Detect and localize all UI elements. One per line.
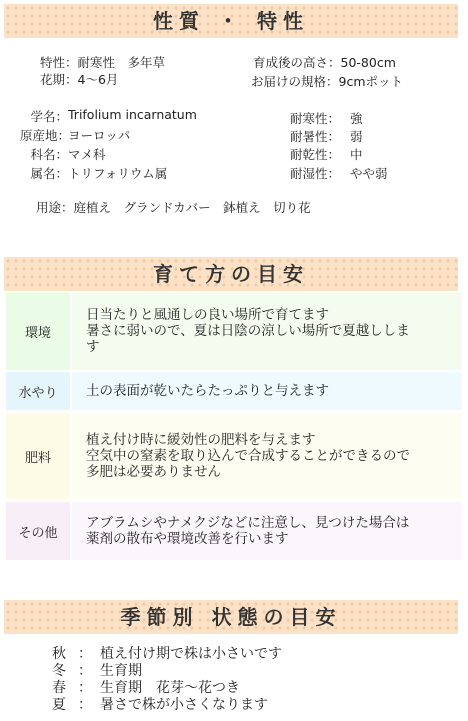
care-line: 暑さに弱いので、夏は日陰の涼しい場所で夏越ししま: [86, 323, 410, 339]
care-line: 多肥は必要ありません: [86, 464, 221, 480]
care-row-body-other: [72, 502, 462, 560]
care-row-label-fertilizer: [6, 413, 70, 499]
season-text: 暑さで株が小さくなります: [100, 697, 268, 713]
care-row-label-watering: [6, 372, 70, 410]
care-line: 土の表面が乾いたらたっぷりと与えます: [86, 383, 329, 399]
section-banner-properties: [4, 4, 458, 38]
care-label-text: 肥料: [24, 450, 51, 466]
tolerance-label: 耐湿性：: [290, 166, 341, 181]
care-line: アブラムシやナメクジなどに注意し、見つけた場合は: [86, 515, 410, 531]
season-text: 植え付け期で株は小さいです: [100, 646, 282, 662]
profile-label: 原産地：: [20, 128, 71, 143]
season-name: 夏: [52, 697, 66, 713]
flowering-text: 花期：4～6月: [40, 72, 119, 87]
tolerance-value: 弱: [350, 129, 363, 144]
section-banner-care: [4, 257, 458, 291]
season-colon: ：: [78, 646, 92, 662]
season-row-spring: [48, 679, 240, 697]
care-label-text: 環境: [24, 325, 51, 341]
season-colon: ：: [78, 680, 92, 696]
season-colon: ：: [78, 663, 92, 679]
care-line: 薬剤の散布や環境改善を行います: [86, 531, 289, 547]
profile-value: マメ科: [68, 147, 106, 162]
section-title: 性質 ・ 特性: [153, 9, 309, 33]
season-name: 春: [52, 680, 66, 696]
profile-label: 属名：: [30, 166, 68, 181]
season-text: 生育期 花芽～花つき: [100, 680, 240, 696]
tolerance-value: 強: [350, 111, 363, 126]
tolerance-value: 中: [350, 147, 363, 162]
care-line: 空気中の窒素を取り込んで合成することができるので: [86, 448, 410, 464]
profile-label: 科名：: [30, 147, 68, 162]
profile-value: ヨーロッパ: [68, 128, 131, 143]
care-row-body-fertilizer: [72, 413, 462, 499]
care-row-body-environment: [72, 292, 462, 370]
care-line: 植え付け時に緩効性の肥料を与えます: [86, 432, 316, 448]
section-title: 育て方の目安: [153, 262, 309, 286]
season-colon: ：: [78, 697, 92, 713]
section-title: 季節別 状態の目安: [120, 605, 342, 629]
profile-value: Trifolium incarnatum: [68, 107, 197, 122]
season-name: 冬: [52, 663, 66, 679]
season-row-winter: [48, 662, 142, 680]
care-label-text: 水やり: [18, 385, 58, 401]
height-text: 育成後の高さ：50-80cm: [253, 55, 396, 70]
season-row-summer: [48, 696, 268, 714]
care-row-body-watering: [72, 372, 462, 410]
uses-text: 用途：庭植え グランドカバー 鉢植え 切り花: [36, 200, 311, 215]
tolerance-value: やや弱: [350, 166, 388, 181]
section-banner-seasons: [4, 600, 458, 634]
spec-text: お届けの規格：9cmポット: [251, 74, 404, 89]
care-row-label-environment: [6, 292, 70, 370]
tolerance-label: 耐寒性：: [290, 111, 341, 126]
season-row-autumn: [48, 645, 282, 663]
hardiness-text: 特性：耐寒性 多年草: [40, 55, 166, 70]
season-name: 秋: [52, 646, 66, 662]
tolerance-label: 耐乾性：: [290, 147, 341, 162]
care-row-label-other: [6, 502, 70, 560]
care-label-text: その他: [18, 525, 58, 541]
care-line: す: [86, 339, 100, 355]
care-line: 日当たりと風通しの良い場所で育てます: [86, 307, 329, 323]
season-text: 生育期: [100, 663, 142, 679]
tolerance-label: 耐暑性：: [290, 129, 341, 144]
profile-value: トリフォリウム属: [68, 166, 168, 181]
profile-label: 学名：: [30, 109, 68, 124]
